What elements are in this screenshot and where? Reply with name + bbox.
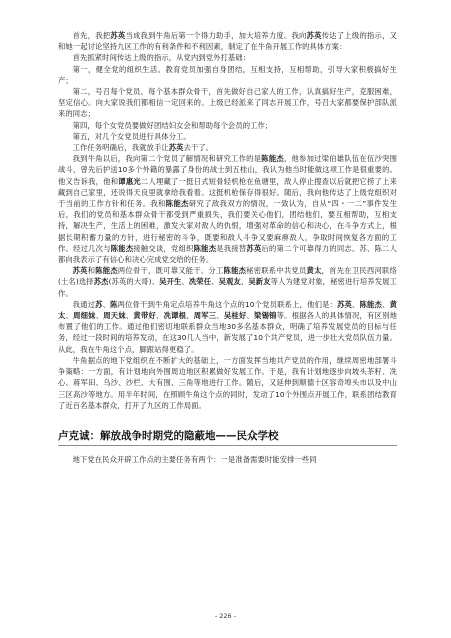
text-run: 第二，号召每个党员、每个基本群众骨干，首先做好自己家人的工作，认真搞好生产，克服困难，坚定信心。向大家说我们都相信一定回来的。上级已经派来了同志开展工作，号召大家都要保护部队派来的同志； [58, 87, 397, 119]
highlighted-name: 黄太 [58, 299, 397, 321]
highlighted-name: 吴桂好 [223, 311, 247, 321]
highlighted-name: 谭惠光 [118, 176, 141, 186]
text-run: 等。根据各人的具体情况，有区别地布置了他们的工作。通过他们密切地联系群众当地30多名基本群众，明确了培养发展党员的目标与任务，经过一段时间的培养发动，在这30几人当中，新发展了10个共产党员，进一步壮大党员队伍力量。从此，我在牛角这个点，脚跟站得更稳了。 [58, 311, 398, 354]
text-run: 研究了敌我双方的情况，一致认为，自从“四・一二”事件发生后，我们的党员和基本群众骨干都受到严重损失，我们要关心他们，团结他们，要互相帮助，互相支持，解决生产，生活上的困难，激发大家对敌人的仇恨，增强对革命的信心和决心，在斗争方式上，根据长期积蓄力量的方针，进行秘密的斗争，既要和敌人斗争又要麻痹敌人，争取时间恢复各方面的工作。经过几次与 [58, 199, 397, 253]
text-run: 、 [216, 311, 224, 321]
text-run: 传达了上级的指示，又和她一起讨论坚持九区工作的有利条件和不利因素，制定了在牛角开展工作的具体方案： [58, 31, 398, 52]
paragraph [58, 52, 397, 63]
text-run: 我到牛角以后，我向第二个党员了解情况和研究工作的是 [72, 154, 262, 164]
text-run: 、 [352, 299, 360, 309]
highlighted-name: 冼荣任 [188, 277, 212, 287]
text-run: 、 [186, 311, 194, 321]
text-run: 第五，对几个女党员进行具体分工。 [72, 131, 191, 141]
highlighted-name: 黄太 [306, 266, 322, 276]
text-run: 、 [382, 299, 390, 309]
highlighted-name: 苏英 [337, 299, 353, 309]
text-run: 我通过 [72, 299, 96, 309]
text-run: 牛角据点的地下党组织在不断扩大的基础上，一方面发挥当地共产党员的作用，继续周密地部署斗争策略：一方面，有计划地向外围周边地区积累做好发展工作。于是，我有计划地逐步向坡头茶籽、冼心、蒋军田、乌沙、沙栏、大有围、三角等地进行工作。随后，又延伸到顺德十区容奇埠头市以及中山三区高沙等地方。用半年时间，在照顾牛角这个点的同时，发动了10个外围点开展工作，联系团结教育了近百名基本群众，打开了九区的工作局面。 [58, 355, 397, 410]
highlighted-name: 周天妹 [103, 311, 126, 321]
text-run: 、 [156, 311, 164, 321]
highlighted-name: 苏英 [72, 266, 88, 276]
highlighted-name: 冼谭根 [163, 311, 187, 321]
text-run: ，首先在卫民西河联络(土名)选择 [58, 266, 397, 287]
highlighted-name: 苏英 [168, 143, 184, 153]
highlighted-name: 陈能杰 [110, 243, 134, 253]
text-run: (苏英的大哥)、 [108, 277, 160, 287]
text-run: 和 [87, 266, 96, 276]
highlighted-name: 周军三 [193, 311, 217, 321]
text-run: 是我接替 [216, 243, 247, 253]
page-number: - 226 - [214, 612, 237, 620]
text-run: 第一，健全党的组织生活。教育党员加强自身团结，互相支持，互相帮助，引导大家积极搞好生产； [58, 64, 397, 85]
highlighted-name: 吴开生 [159, 277, 182, 287]
text-run: 首先抓紧时间传达上级的指示，从党内到党外打基础： [72, 53, 251, 63]
paragraph [58, 142, 397, 153]
paragraph [58, 86, 397, 120]
body-text [58, 30, 397, 411]
paragraph [58, 355, 397, 411]
paragraph [58, 153, 397, 265]
text-run: 、 [65, 311, 74, 321]
highlighted-name: 苏英 [246, 243, 262, 253]
paragraph [58, 265, 397, 299]
section-divider [58, 445, 397, 446]
paragraph [58, 299, 397, 355]
highlighted-name: 陈能杰 [359, 299, 383, 309]
highlighted-name: 苏 [95, 299, 103, 309]
text-run: 、 [211, 277, 219, 287]
highlighted-name: 吴新友 [248, 277, 271, 287]
highlighted-name: 陈能杰 [193, 243, 217, 253]
text-run: 、 [240, 277, 249, 287]
text-run: 、 [95, 311, 104, 321]
highlighted-name: 陈能杰 [95, 266, 118, 276]
text-run: 、 [181, 277, 189, 287]
text-run: 秘密联系中共党员 [246, 266, 307, 276]
text-run: 、 [125, 311, 134, 321]
paragraph [58, 120, 397, 131]
text-run: 、 [102, 299, 111, 309]
text-run: 去干了。 [183, 143, 214, 153]
highlighted-name: 陈能杰 [223, 266, 247, 276]
text-run: 两位骨干，既可靠又能干。分工 [117, 266, 224, 276]
paragraph [58, 30, 397, 52]
highlighted-name: 苏英 [306, 31, 322, 40]
text-run: 等人为建党对象，秘密进行培养发展工作。 [58, 277, 397, 298]
text-run: 两位骨干到牛角定点培养牛角这个点的10个党员联系上，他们是： [117, 299, 338, 309]
text-run: 接触交谈，党组织 [133, 243, 194, 253]
highlighted-name: 周细妹 [73, 311, 96, 321]
highlighted-name: 吴观友 [218, 277, 241, 287]
highlighted-name: 陈能杰 [261, 154, 284, 164]
text-run: 后的第二个可靠得力的同志。苏、陈二人都向我表示了有信心和决心完成党交给的任务。 [58, 243, 397, 265]
highlighted-name: 苏杰 [93, 277, 109, 287]
text-run: 、 [246, 311, 255, 321]
paragraph [58, 64, 397, 86]
text-run: 工作任务明确后，我就放手让 [72, 143, 169, 153]
text-run: 当成我到牛角后第一个得力助手，加大培养力度。我向 [125, 31, 307, 40]
highlighted-name: 苏英 [110, 31, 126, 40]
paragraph [58, 131, 397, 142]
section-body [58, 454, 397, 465]
section-title: 卢克诚：解放战争时期党的隐蔽地——民众学校 [58, 429, 279, 442]
highlighted-name: 黄带好 [133, 311, 157, 321]
highlighted-name: 陈能杰 [165, 199, 189, 209]
section-first-line: 地下党在民众开辟工作点的主要任务有两个：一是准备需要时能安排一些同 [72, 454, 317, 464]
text-run: 二人埋藏了一挺日式短骨轻机枪在鱼塘里，敌人停止搜查以后就把它捞了上来藏到自己家里，还说得天良里就拿给我看着。这挺机枪保存得很好。随后，我向他传达了上级党组织对于当前的工作方针和任务。我和 [58, 176, 397, 209]
text-run: 首先，我把 [72, 31, 111, 40]
text-run: 第四，每个女党员要做好团结妇女会和帮助每个会员的工作； [72, 120, 273, 130]
text-run: ，他参加过梁伯雄队伍在伍沙突围战斗，曾先后护送10多个外籍的暴露了身份的战士到五桂山，我认为他当时能做这项工作是很重要的。他又告诉我，他和 [58, 154, 397, 186]
highlighted-name: 梁锡锦 [254, 311, 277, 321]
highlighted-name: 陈 [110, 299, 118, 309]
